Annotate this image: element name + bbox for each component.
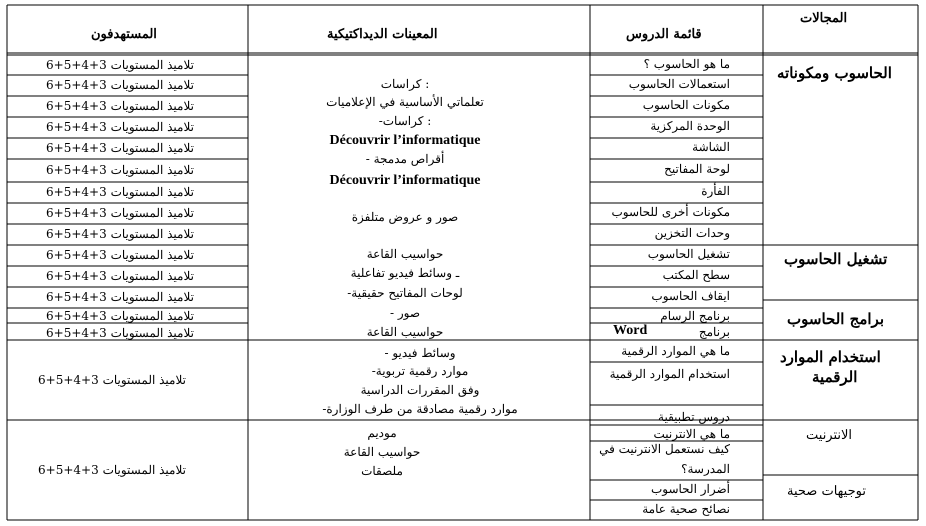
aid-line: -لوحات المفاتيح حقيقية: [347, 286, 463, 300]
lesson-item: ما هي الموارد الرقمية: [621, 344, 730, 358]
lesson-item: المدرسة؟: [681, 462, 730, 476]
target-row: تلاميذ المستويات 3+4+5+6: [46, 326, 194, 340]
target-row: تلاميذ المستويات 3+4+5+6: [46, 248, 194, 262]
lesson-item: لوحة المفاتيح: [664, 162, 730, 176]
target-row: تلاميذ المستويات 3+4+5+6: [46, 120, 194, 134]
lesson-item: ايقاف الحاسوب: [651, 289, 730, 303]
lesson-item: تشغيل الحاسوب: [647, 247, 730, 261]
domain-health-guidance: توجيهات صحية: [787, 484, 866, 499]
target-digital-resources: تلاميذ المستويات 3+4+5+6: [38, 373, 186, 387]
lesson-item: الشاشة: [692, 140, 730, 154]
header-domains: المجالات: [800, 11, 848, 26]
aid-line: Découvrir l’informatique: [329, 133, 481, 148]
lesson-item: مكونات الحاسوب: [642, 98, 730, 112]
header-aids: المعينات الديداكتيكية: [327, 27, 438, 42]
target-row: تلاميذ المستويات 3+4+5+6: [46, 141, 194, 155]
lesson-item: استعمالات الحاسوب: [628, 77, 730, 91]
lesson-item: مكونات أخرى للحاسوب: [611, 205, 730, 219]
aid-line: -كراسات :: [378, 114, 432, 128]
aid-line: صور و عروض متلفزة: [351, 210, 459, 224]
lesson-item: برنامج الرسام: [660, 309, 730, 323]
header-lessons: قائمة الدروس: [626, 27, 702, 42]
target-row: تلاميذ المستويات 3+4+5+6: [46, 58, 194, 72]
lesson-item: وحدات التخزين: [654, 226, 730, 240]
aid-line: - صور: [389, 306, 421, 320]
lesson-item: أضرار الحاسوب: [650, 482, 730, 496]
lesson-item: استخدام الموارد الرقمية: [609, 367, 730, 381]
aid-line: موديم: [367, 426, 397, 440]
lesson-word-label: Word: [613, 323, 648, 338]
aid-line: تعلماتي الأساسية في الإعلاميات: [326, 95, 484, 109]
aid-line: - أقراص مدمجة: [365, 152, 445, 166]
lesson-item: نصائح صحية عامة: [642, 502, 730, 516]
target-row: تلاميذ المستويات 3+4+5+6: [46, 269, 194, 283]
target-row: تلاميذ المستويات 3+4+5+6: [46, 290, 194, 304]
aid-line: حواسيب القاعة: [343, 445, 421, 459]
aid-line: كراسات :: [380, 77, 430, 91]
target-row: تلاميذ المستويات 3+4+5+6: [46, 99, 194, 113]
target-row: تلاميذ المستويات 3+4+5+6: [46, 185, 194, 199]
domain-operating-computer: تشغيل الحاسوب: [784, 250, 888, 268]
lesson-item: سطح المكتب: [662, 268, 730, 282]
lesson-item: برنامج: [698, 325, 730, 339]
target-row: تلاميذ المستويات 3+4+5+6: [46, 163, 194, 177]
domain-digital-resources-1: استخدام الموارد: [780, 348, 881, 366]
aid-line: وفق المقررات الدراسية: [360, 383, 480, 397]
target-internet-health: تلاميذ المستويات 3+4+5+6: [38, 463, 186, 477]
target-row: تلاميذ المستويات 3+4+5+6: [46, 78, 194, 92]
domain-digital-resources-2: الرقمية: [812, 368, 858, 386]
aid-line: Découvrir l’informatique: [329, 173, 481, 188]
lesson-item: ما هو الحاسوب ؟: [643, 57, 730, 71]
aid-line: ملصقات: [361, 464, 403, 478]
aid-line: حواسيب القاعة: [366, 325, 444, 339]
aid-line: -موارد رقمية تربوية: [371, 364, 469, 378]
lesson-item: كيف نستعمل الانترنيت في: [599, 442, 730, 456]
domain-computer-programs: برامج الحاسوب: [787, 310, 884, 328]
aid-line: حواسيب القاعة: [366, 247, 444, 261]
lesson-item: ما هي الانترنيت: [653, 427, 730, 441]
aid-line: -موارد رقمية مصادقة من طرف الوزارة: [322, 402, 518, 416]
target-row: تلاميذ المستويات 3+4+5+6: [46, 206, 194, 220]
target-row: تلاميذ المستويات 3+4+5+6: [46, 227, 194, 241]
domain-computer-components: الحاسوب ومكوناته: [777, 64, 892, 82]
target-row: تلاميذ المستويات 3+4+5+6: [46, 309, 194, 323]
lesson-item: دروس تطبيقية: [658, 410, 730, 424]
lesson-item: الفأرة: [701, 184, 730, 198]
lesson-item: الوحدة المركزية: [650, 119, 730, 133]
aid-line: ـ وسائط فيديو تفاعلية: [350, 266, 460, 280]
header-target: المستهدفون: [91, 27, 157, 42]
aid-line: - وسائط فيديو: [384, 346, 456, 360]
domain-internet: الانترنيت: [806, 428, 853, 443]
